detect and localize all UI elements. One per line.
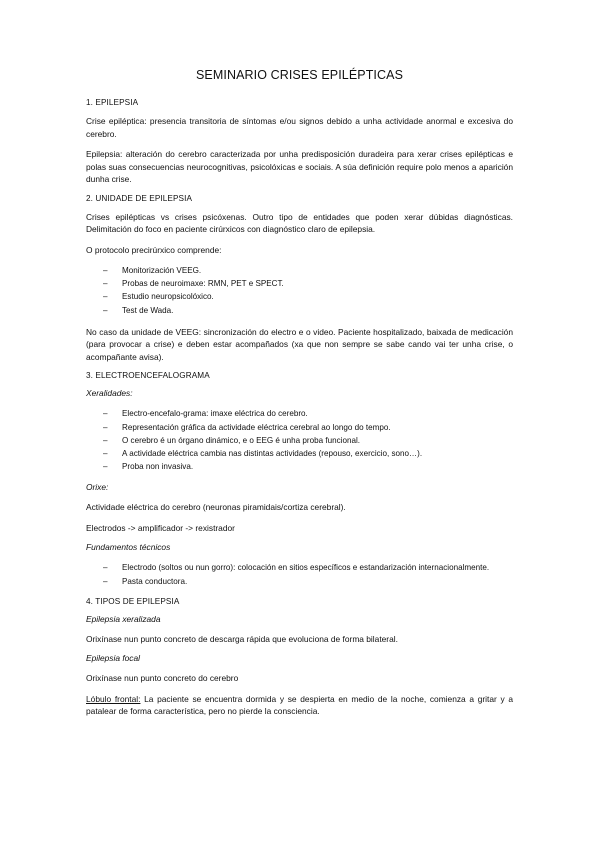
xeralidades-list xyxy=(86,407,513,473)
paragraph-epilepsia-definition: Epilepsia: alteración do cerebro caracterizada por unha predisposición duradeira para xerar crises epilépticas e polas suas consecuencias neurocognitivas, psicolóxicas e sociais. A súa definición require polo menos a aparición dunha crise. xyxy=(86,149,513,184)
subheading-xeralizada: Epilepsia xeralizada xyxy=(86,613,161,624)
list-item: – O cerebro é un órgano dinámico, e o EEG é unha proba funcional. xyxy=(86,434,513,447)
subheading-focal: Epilepsia focal xyxy=(86,653,141,664)
list-item: – A actividade eléctrica cambia nas distintas actividades (repouso, exercicio, sono…). xyxy=(86,447,513,460)
paragraph-electrodos-chain: Electrodos -> amplificador -> rexistrador xyxy=(86,522,235,533)
paragraph-crise-definition: Crise epiléptica: presencia transitoria de síntomas e/ou signos debido a unha actividade anormal e excesiva do cerebro. xyxy=(86,116,513,139)
protocolo-list xyxy=(86,264,513,317)
lobulo-frontal-label: Lóbulo frontal: xyxy=(86,693,141,704)
subheading-fundamentos: Fundamentos técnicos xyxy=(86,542,171,553)
section-heading-eeg: 3. ELECTROENCEFALOGRAMA xyxy=(86,371,210,381)
fundamentos-list xyxy=(86,561,513,587)
list-item: – Electro-encefalo-grama: imaxe eléctrica do cerebro. xyxy=(86,407,513,420)
list-item: – Proba non invasiva. xyxy=(86,460,513,473)
paragraph-orixe: Actividade eléctrica do cerebro (neuronas piramidais/cortiza cerebral). xyxy=(86,502,346,513)
paragraph-lobulo-frontal xyxy=(86,693,513,718)
section-heading-unidade: 2. UNIDADE DE EPILEPSIA xyxy=(86,193,193,203)
paragraph-protocolo-intro: O protocolo precirúrxico comprende: xyxy=(86,244,222,255)
section-heading-epilepsia: 1. EPILEPSIA xyxy=(86,98,139,107)
lobulo-frontal-text: La paciente se encuentra dormida y se despierta en medio de la noche, comienza a gritar y a patalear de forma característica, pero no pierde la consciencia. xyxy=(86,693,513,717)
paragraph-crises-vs-psicoxenas: Crises epilépticas vs crises psicóxenas. Outro tipo de entidades que poden xerar dúbidas diagnósticas. Delimitación do foco en paciente cirúrxicos con diagnóstico claro de epilepsia. xyxy=(86,211,513,234)
list-item: – Monitorización VEEG. xyxy=(86,264,513,277)
list-item: – Test de Wada. xyxy=(86,304,513,317)
paragraph-xeralizada: Orixínase nun punto concreto de descarga rápida que evoluciona de forma bilateral. xyxy=(86,633,398,644)
document-title: SEMINARIO CRISES EPILÉPTICAS xyxy=(195,68,404,82)
section-heading-tipos: 4. TIPOS DE EPILEPSIA xyxy=(86,596,180,606)
list-item: – Pasta conductora. xyxy=(86,575,513,588)
list-item: – Estudio neuropsicolóxico. xyxy=(86,290,513,303)
paragraph-focal: Orixínase nun punto concreto do cerebro xyxy=(86,673,239,684)
subheading-orixe: Orixe: xyxy=(86,482,109,493)
list-item: – Representación gráfica da actividade eléctrica cerebral ao longo do tempo. xyxy=(86,421,513,434)
subheading-xeralidades: Xeralidades: xyxy=(86,388,133,399)
list-item: – Electrodo (soltos ou nun gorro): colocación en sitios específicos e estandarización internacionalmente. xyxy=(86,561,513,574)
paragraph-veeg: No caso da unidade de VEEG: sincronización do electro e o video. Paciente hospitalizado, baixada de medicación (para provocar a crise) e deben estar acompañados (xa que non sempre se sabe cando vai ter unha crise, o acompañante avisa). xyxy=(86,326,513,362)
list-item: – Probas de neuroimaxe: RMN, PET e SPECT. xyxy=(86,277,513,290)
